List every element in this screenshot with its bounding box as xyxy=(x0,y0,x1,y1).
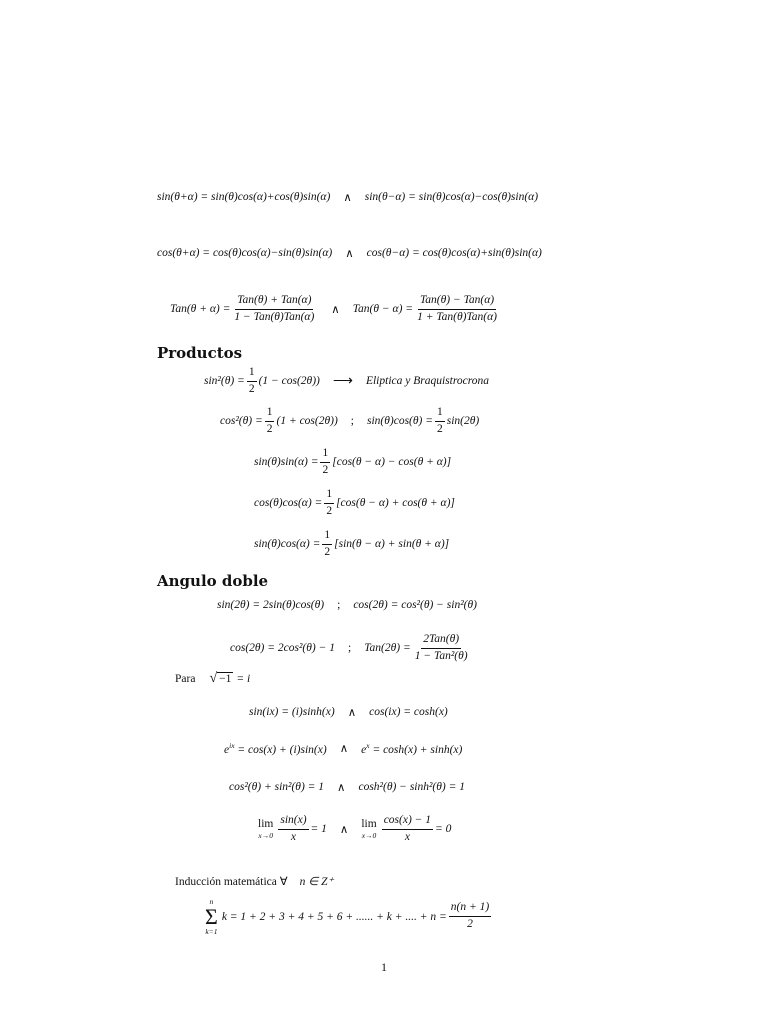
p2-rhs: (1 + cos(2θ)) xyxy=(276,415,338,428)
and-symbol: ∧ xyxy=(339,743,349,756)
d2b-lhs: Tan(2θ) = xyxy=(364,642,411,655)
product-line-2 xyxy=(0,406,768,437)
and-symbol: ∧ xyxy=(337,782,346,794)
limit-1-fraction: $\frac{\sin(x)}{x}$ xyxy=(280,814,307,843)
tan-diff-fraction xyxy=(415,294,499,325)
induction-label-line xyxy=(0,874,768,888)
sum-line xyxy=(0,898,768,935)
p1-lhs: sin²(θ) = xyxy=(204,375,245,388)
h3b-formula: cosh²(θ) − sinh²(θ) = 1 xyxy=(358,781,466,793)
tan-sum-numerator: Tan(θ) + Tan(α) xyxy=(235,294,313,310)
tan-sum-denominator: 1 − Tan(θ)Tan(α) xyxy=(234,310,315,323)
product-line-1 xyxy=(0,366,768,397)
and-symbol: ∧ xyxy=(345,248,354,260)
para-label: Para xyxy=(175,673,196,685)
p1-note: Eliptica y Braquistrocrona xyxy=(365,375,490,388)
cos-diff-formula: cos(θ−α) = cos(θ)cos(α)+sin(θ)sin(α) xyxy=(366,247,542,259)
section-heading-angulo-doble: Angulo doble xyxy=(157,572,269,590)
limit-operator: lim x→0 xyxy=(361,818,377,840)
and-symbol: ∧ xyxy=(343,192,352,204)
sqrt-argument: −1 xyxy=(219,673,232,686)
half-fraction: $\frac{1}{2}$ xyxy=(324,529,331,558)
half-fraction: $\frac{1}{2}$ xyxy=(248,366,255,395)
and-symbol: ∧ xyxy=(331,304,340,317)
h1a-formula: sin(ix) = (i)sinh(x) xyxy=(249,706,335,718)
gauss-fraction: $\frac{n(n + 1)}{2}$ xyxy=(450,901,490,930)
cos-sum-formula: cos(θ+α) = cos(θ)cos(α)−sin(θ)sin(α) xyxy=(157,247,333,259)
para-imaginary-line xyxy=(0,672,768,686)
and-symbol: ∧ xyxy=(347,707,357,719)
p2b-lhs: sin(θ)cos(θ) = xyxy=(367,415,434,428)
sum-operator: n Σ k=1 xyxy=(205,897,218,936)
p3-rhs: [cos(θ − α) − cos(θ + α)] xyxy=(332,456,452,469)
limit-operator: lim x→0 xyxy=(258,818,274,840)
half-fraction: $\frac{1}{2}$ xyxy=(326,488,333,517)
h1b-formula: cos(ix) = cosh(x) xyxy=(369,706,448,718)
sqrt-rhs: = i xyxy=(236,673,251,685)
tan-sum-fraction xyxy=(232,294,316,325)
tan-diff-denominator: 1 + Tan(θ)Tan(α) xyxy=(417,310,498,323)
product-line-3 xyxy=(0,447,768,478)
p2-lhs: cos²(θ) = xyxy=(220,415,263,428)
limits-line xyxy=(0,814,768,845)
limit-2-fraction: $\frac{\cos(x) - 1}{x}$ xyxy=(383,814,432,843)
p2b-rhs: sin(2θ) xyxy=(446,415,480,428)
sin-diff-formula: sin(θ−α) = sin(θ)cos(α)−cos(θ)sin(α) xyxy=(364,191,539,203)
euler-line xyxy=(0,741,768,756)
page-number: 1 xyxy=(381,960,387,974)
sqrt-expression xyxy=(209,672,233,686)
d1a-formula: sin(2θ) = 2sin(θ)cos(θ) xyxy=(217,599,325,611)
p4-lhs: cos(θ)cos(α) = xyxy=(254,497,323,510)
sin-sum-diff-line xyxy=(0,190,768,204)
sin-sum-formula: sin(θ+α) = sin(θ)cos(α)+cos(θ)sin(α) xyxy=(157,191,331,203)
p5-lhs: sin(θ)cos(α) = xyxy=(254,538,321,551)
semicolon: ; xyxy=(350,415,354,428)
limit-2-rhs: = 0 xyxy=(435,823,452,836)
d1b-formula: cos(2θ) = cos²(θ) − sin²(θ) xyxy=(353,599,477,611)
tan-double-fraction: $\frac{\text{2Tan(θ)}}{\text{1 − Tan²(θ)}}$ xyxy=(414,633,468,662)
hyperbolic-line-1 xyxy=(0,705,768,719)
and-symbol: ∧ xyxy=(339,824,349,837)
half-fraction: $\frac{1}{2}$ xyxy=(322,447,329,476)
cos-sum-diff-line xyxy=(0,246,768,260)
tan-sum-diff-line xyxy=(0,294,768,325)
tan-diff-numerator: Tan(θ) − Tan(α) xyxy=(418,294,496,310)
product-line-4 xyxy=(0,488,768,519)
p4-rhs: [cos(θ − α) + cos(θ + α)] xyxy=(336,497,455,510)
product-line-5 xyxy=(0,529,768,560)
half-fraction: $\frac{1}{2}$ xyxy=(266,406,273,435)
p5-rhs: [sin(θ − α) + sin(θ + α)] xyxy=(334,538,450,551)
double-angle-line-2 xyxy=(0,633,768,664)
sum-expression: k = 1 + 2 + 3 + 4 + 5 + 6 + ...... + k + .... + n = xyxy=(221,910,447,923)
h2a-formula: $e^{ix} = \cos(x) + (i)\sin(x)$ xyxy=(224,741,327,756)
pythagorean-line xyxy=(0,780,768,794)
induction-set: n ∈ Z⁺ xyxy=(299,876,334,888)
sqrt-symbol: √ xyxy=(209,671,218,686)
induction-label: Inducción matemática ∀ xyxy=(175,876,288,888)
section-heading-productos: Productos xyxy=(157,344,243,362)
d2a-formula: cos(2θ) = 2cos²(θ) − 1 xyxy=(230,642,335,655)
p1-rhs: (1 − cos(2θ)) xyxy=(258,375,320,388)
tan-diff-lhs: Tan(θ − α) = xyxy=(352,303,414,316)
semicolon: ; xyxy=(337,599,341,611)
sigma-symbol: Σ xyxy=(205,903,218,929)
h3a-formula: cos²(θ) + sin²(θ) = 1 xyxy=(229,781,325,793)
arrow-symbol: ⟶ xyxy=(332,373,353,389)
double-angle-line-1 xyxy=(0,599,768,611)
h2b-formula: $e^x = \cosh(x) + \sinh(x)$ xyxy=(361,741,463,756)
half-fraction: $\frac{1}{2}$ xyxy=(437,406,443,435)
semicolon: ; xyxy=(348,642,352,655)
tan-sum-lhs: Tan(θ + α) = xyxy=(170,303,231,316)
limit-1-rhs: = 1 xyxy=(310,823,327,836)
p3-lhs: sin(θ)sin(α) = xyxy=(254,456,319,469)
